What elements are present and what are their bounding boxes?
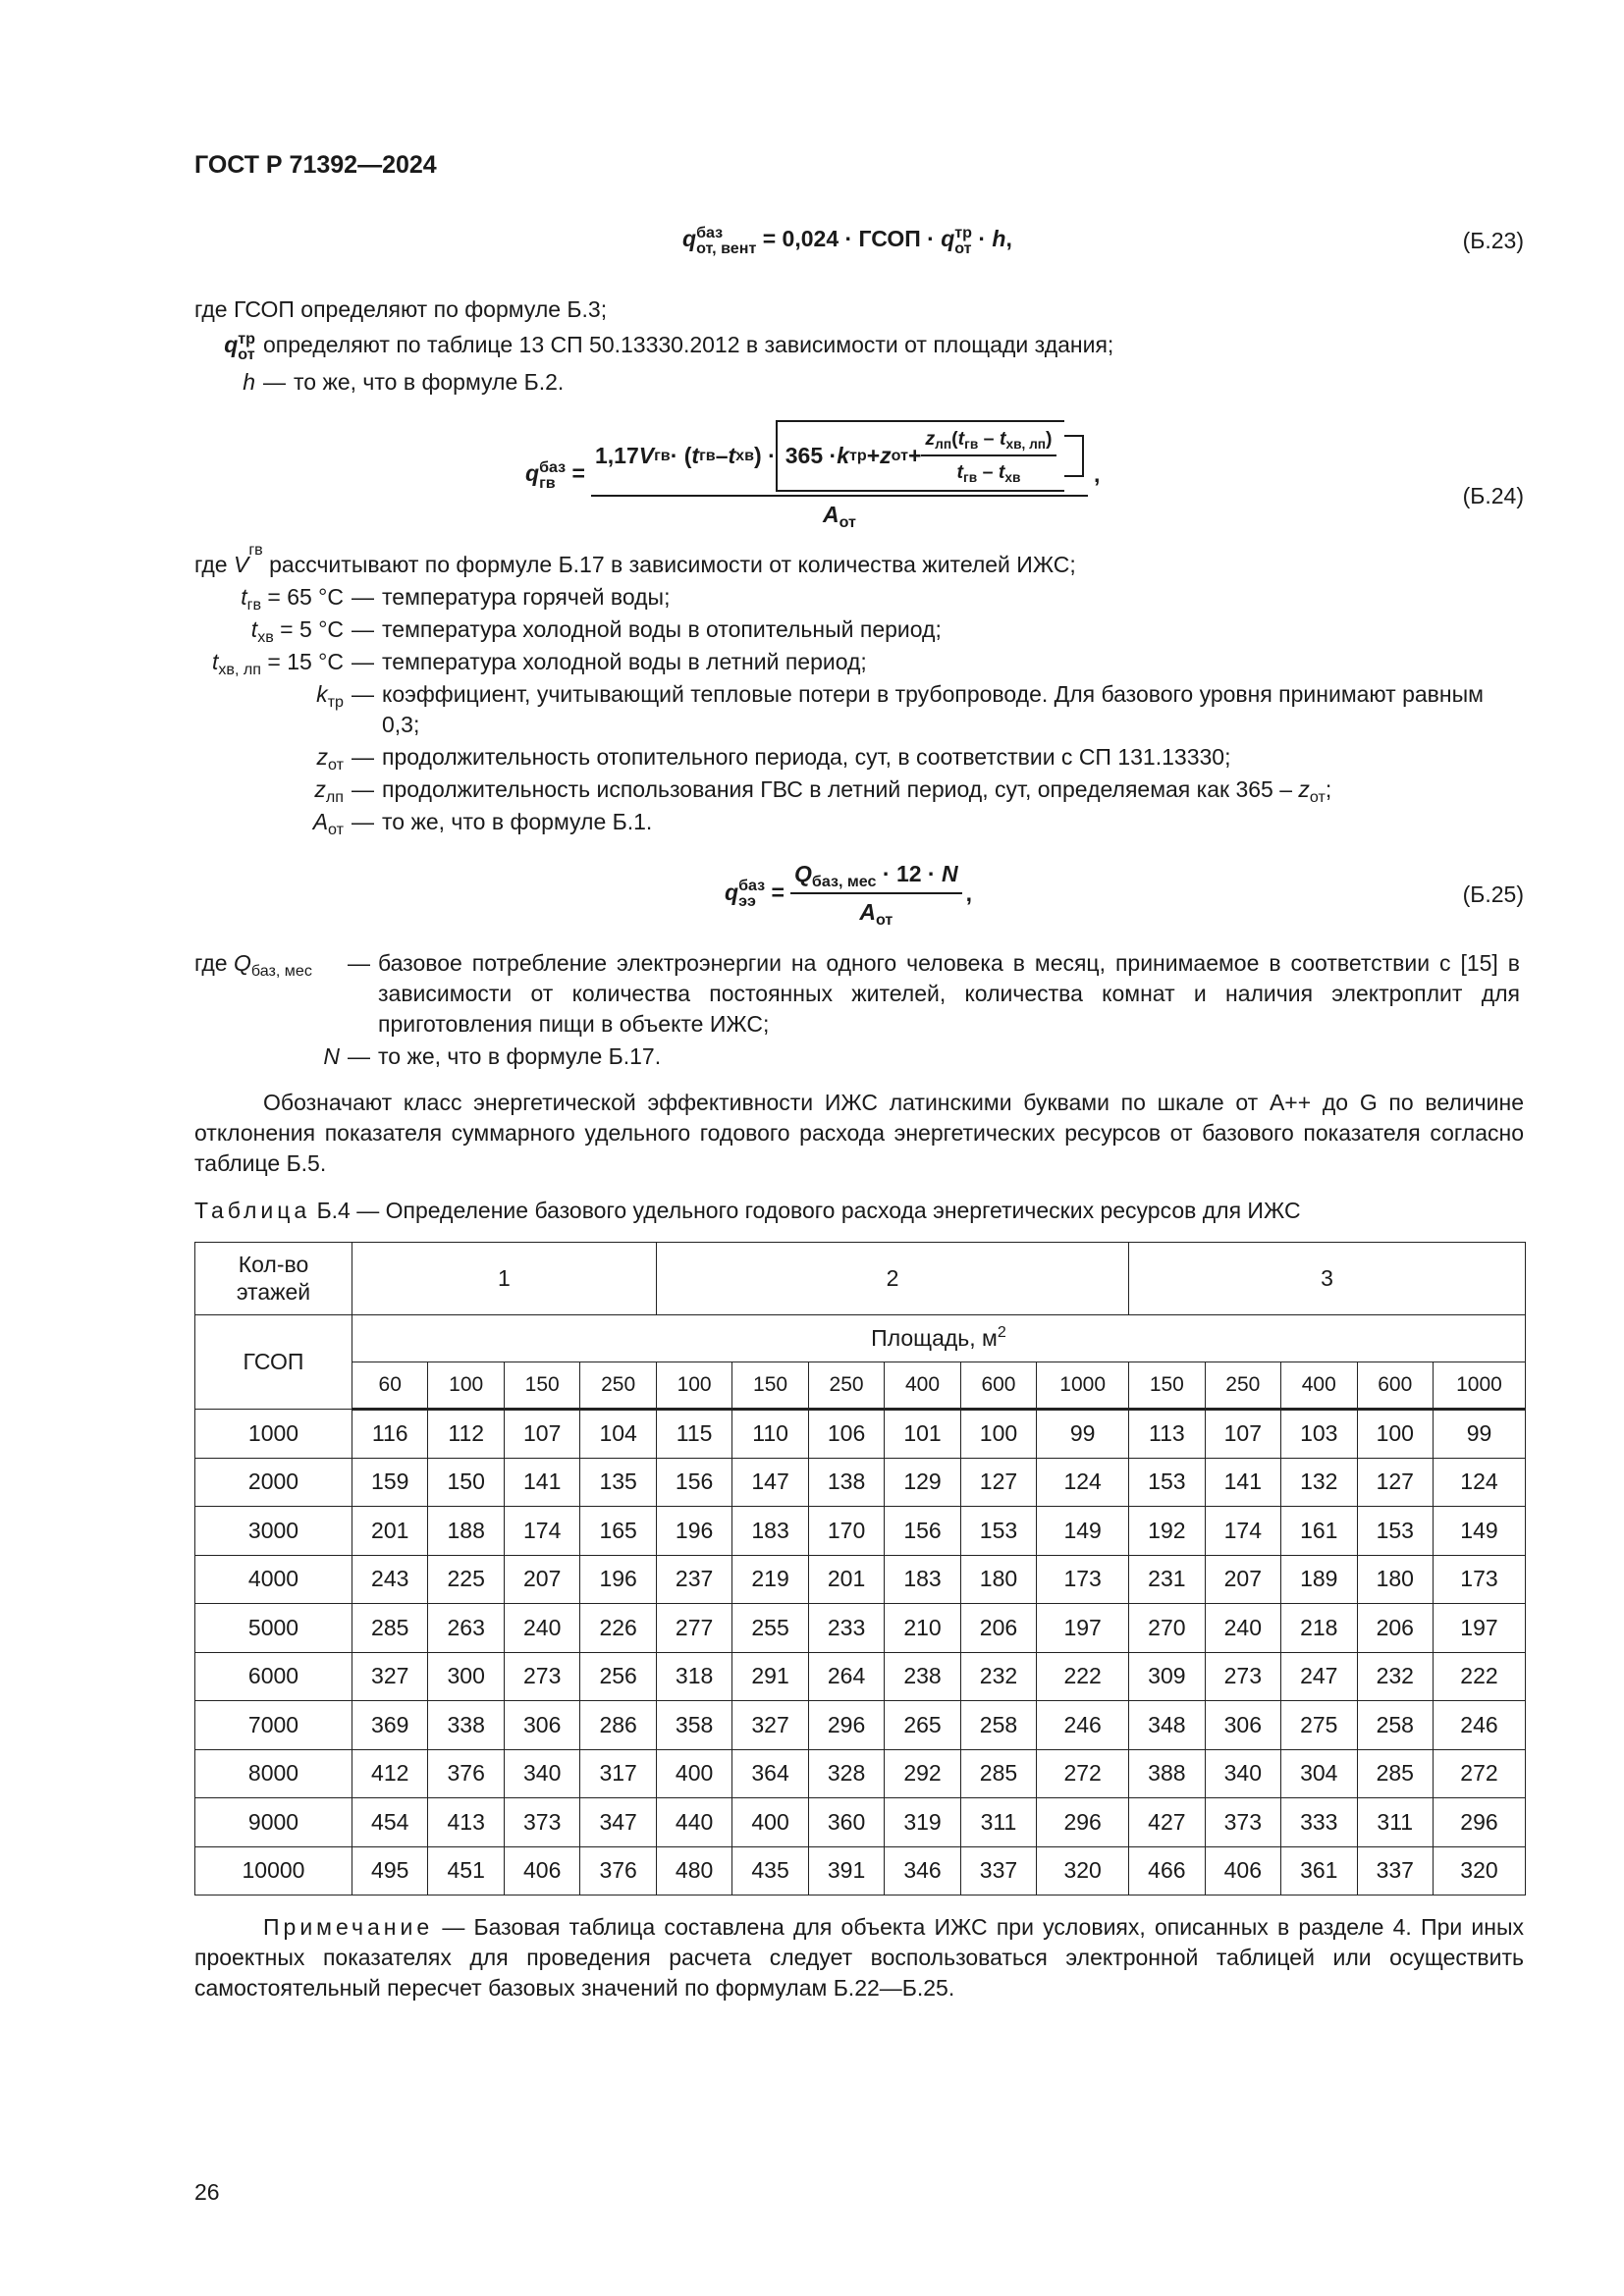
value-cell: 247 (1281, 1652, 1357, 1701)
gsop-cell: 1000 (195, 1410, 352, 1459)
value-cell: 127 (960, 1458, 1036, 1507)
value-cell: 174 (1205, 1507, 1280, 1556)
definition-row: N — то же, что в формуле Б.17. (323, 1043, 662, 1070)
value-cell: 246 (1037, 1701, 1129, 1750)
value-cell: 180 (960, 1555, 1036, 1604)
gsop-cell: 9000 (195, 1798, 352, 1847)
table-row (195, 1507, 1526, 1556)
value-cell: 285 (960, 1749, 1036, 1798)
value-cell: 113 (1129, 1410, 1205, 1459)
area-header-cell: 100 (656, 1362, 731, 1410)
value-cell: 232 (960, 1652, 1036, 1701)
value-cell: 300 (428, 1652, 504, 1701)
value-cell: 327 (352, 1652, 428, 1701)
equation-number-b25: (Б.25) (1462, 881, 1524, 907)
value-cell: 153 (1357, 1507, 1433, 1556)
value-cell: 188 (428, 1507, 504, 1556)
table-header-areas (195, 1362, 1526, 1410)
table-header-floors (195, 1243, 1526, 1315)
value-cell: 103 (1281, 1410, 1357, 1459)
area-header-cell: 150 (732, 1362, 808, 1410)
value-cell: 376 (428, 1749, 504, 1798)
table-row (195, 1555, 1526, 1604)
value-cell: 206 (960, 1604, 1036, 1653)
value-cell: 311 (960, 1798, 1036, 1847)
value-cell: 132 (1281, 1458, 1357, 1507)
value-cell: 124 (1433, 1458, 1525, 1507)
value-cell: 318 (656, 1652, 731, 1701)
value-cell: 161 (1281, 1507, 1357, 1556)
value-cell: 231 (1129, 1555, 1205, 1604)
value-cell: 400 (732, 1798, 808, 1847)
floor-header: 2 (656, 1243, 1128, 1315)
value-cell: 240 (1205, 1604, 1280, 1653)
value-cell: 348 (1129, 1701, 1205, 1750)
value-cell: 265 (885, 1701, 960, 1750)
value-cell: 454 (352, 1798, 428, 1847)
value-cell: 218 (1281, 1604, 1357, 1653)
value-cell: 201 (352, 1507, 428, 1556)
value-cell: 327 (732, 1701, 808, 1750)
value-cell: 100 (960, 1410, 1036, 1459)
value-cell: 183 (732, 1507, 808, 1556)
value-cell: 110 (732, 1410, 808, 1459)
value-cell: 364 (732, 1749, 808, 1798)
definition-row: где $Q_{баз, мес}$ — базовое потребление электроэнергии на одного человека в месяц, принимаемое в соответствии с [15] в зависимости от количества постоянных жителей, количества комнат и наличия электроплит для приготовления пищи в объекте ИЖС; (194, 950, 1520, 1038)
definition-row: $t_{гв} = 65$ °C — температура горячей воды; (241, 584, 671, 614)
value-cell: 156 (885, 1507, 960, 1556)
gsop-cell: 5000 (195, 1604, 352, 1653)
gsop-cell: 2000 (195, 1458, 352, 1507)
value-cell: 480 (656, 1846, 731, 1896)
value-cell: 369 (352, 1701, 428, 1750)
value-cell: 165 (580, 1507, 656, 1556)
value-cell: 201 (808, 1555, 884, 1604)
value-cell: 440 (656, 1798, 731, 1847)
table-row (195, 1749, 1526, 1798)
value-cell: 196 (656, 1507, 731, 1556)
value-cell: 466 (1129, 1846, 1205, 1896)
value-cell: 226 (580, 1604, 656, 1653)
formula-b23: q баз от, вент = 0,024 · ГСОП · q тр от · h, (682, 223, 1012, 257)
value-cell: 296 (808, 1701, 884, 1750)
value-cell: 291 (732, 1652, 808, 1701)
table-row (195, 1604, 1526, 1653)
value-cell: 246 (1433, 1701, 1525, 1750)
value-cell: 138 (808, 1458, 884, 1507)
value-cell: 451 (428, 1846, 504, 1896)
table-row (195, 1701, 1526, 1750)
value-cell: 347 (580, 1798, 656, 1847)
document-header: ГОСТ Р 71392—2024 (194, 151, 437, 179)
value-cell: 222 (1433, 1652, 1525, 1701)
value-cell: 328 (808, 1749, 884, 1798)
value-cell: 286 (580, 1701, 656, 1750)
value-cell: 317 (580, 1749, 656, 1798)
value-cell: 173 (1433, 1555, 1525, 1604)
value-cell: 376 (580, 1846, 656, 1896)
value-cell: 337 (960, 1846, 1036, 1896)
table-row (195, 1652, 1526, 1701)
value-cell: 427 (1129, 1798, 1205, 1847)
value-cell: 413 (428, 1798, 504, 1847)
value-cell: 243 (352, 1555, 428, 1604)
value-cell: 400 (656, 1749, 731, 1798)
table-row (195, 1846, 1526, 1896)
value-cell: 197 (1037, 1604, 1129, 1653)
equation-number-b23: (Б.23) (1462, 228, 1524, 253)
value-cell: 319 (885, 1798, 960, 1847)
table-row (195, 1410, 1526, 1459)
value-cell: 173 (1037, 1555, 1129, 1604)
value-cell: 237 (656, 1555, 731, 1604)
gsop-label: ГСОП (195, 1315, 352, 1410)
value-cell: 180 (1357, 1555, 1433, 1604)
value-cell: 115 (656, 1410, 731, 1459)
value-cell: 116 (352, 1410, 428, 1459)
value-cell: 124 (1037, 1458, 1129, 1507)
definition-row: $t_{хв} = 5$ °C — температура холодной воды в отопительный период; (250, 616, 942, 646)
value-cell: 238 (885, 1652, 960, 1701)
area-header-cell: 600 (960, 1362, 1036, 1410)
energy-table (194, 1242, 1526, 1896)
value-cell: 127 (1357, 1458, 1433, 1507)
value-cell: 159 (352, 1458, 428, 1507)
area-header-cell: 250 (580, 1362, 656, 1410)
value-cell: 340 (504, 1749, 579, 1798)
definition-row: $t_{хв, лп} = 15$ °C — температура холодной воды в летний период; (211, 649, 867, 678)
value-cell: 104 (580, 1410, 656, 1459)
value-cell: 153 (960, 1507, 1036, 1556)
page-number: 26 (194, 2179, 220, 2205)
value-cell: 210 (885, 1604, 960, 1653)
value-cell: 149 (1433, 1507, 1525, 1556)
area-header-cell: 400 (885, 1362, 960, 1410)
value-cell: 272 (1433, 1749, 1525, 1798)
value-cell: 360 (808, 1798, 884, 1847)
value-cell: 183 (885, 1555, 960, 1604)
value-cell: 306 (504, 1701, 579, 1750)
value-cell: 107 (504, 1410, 579, 1459)
value-cell: 101 (885, 1410, 960, 1459)
value-cell: 296 (1037, 1798, 1129, 1847)
value-cell: 388 (1129, 1749, 1205, 1798)
area-header-cell: 150 (1129, 1362, 1205, 1410)
value-cell: 99 (1037, 1410, 1129, 1459)
formula-b25: q баз ээ = $\frac{Q_{баз, мес} \cdot 12 \cdot N}{A_{от}}$ , (725, 861, 972, 929)
value-cell: 106 (808, 1410, 884, 1459)
definition-row: где ГСОП определяют по формуле Б.3; (194, 296, 608, 322)
gsop-cell: 6000 (195, 1652, 352, 1701)
table-caption: Таблица Б.4 — Определение базового удельного годового расхода энергетических ресурсов для ИЖС (194, 1198, 1301, 1223)
value-cell: 273 (504, 1652, 579, 1701)
table-note: Примечание — Базовая таблица составлена для объекта ИЖС при условиях, описанных в разделе 4. При иных проектных показателях для проведения расчета следует воспользоваться электронной таблицей или осуществить самостоятельный пересчет базовых значений по формулам Б.22—Б.25. (194, 1914, 1524, 2002)
value-cell: 207 (1205, 1555, 1280, 1604)
value-cell: 258 (960, 1701, 1036, 1750)
value-cell: 340 (1205, 1749, 1280, 1798)
value-cell: 150 (428, 1458, 504, 1507)
value-cell: 196 (580, 1555, 656, 1604)
value-cell: 435 (732, 1846, 808, 1896)
value-cell: 149 (1037, 1507, 1129, 1556)
gsop-cell: 7000 (195, 1701, 352, 1750)
value-cell: 174 (504, 1507, 579, 1556)
value-cell: 156 (656, 1458, 731, 1507)
value-cell: 222 (1037, 1652, 1129, 1701)
definition-row: q тр от определяют по таблице 13 СП 50.13330.2012 в зависимости от площади здания; (224, 329, 1114, 363)
value-cell: 141 (504, 1458, 579, 1507)
value-cell: 258 (1357, 1701, 1433, 1750)
value-cell: 406 (1205, 1846, 1280, 1896)
value-cell: 107 (1205, 1410, 1280, 1459)
floor-header: 3 (1129, 1243, 1526, 1315)
formula-b24: q баз гв = 1,17 V гв · ( t гв – t хв ) · 365 · k тр + z от + $\frac{z_{лп}(t_{гв} - t_{хв, лп})}{t_{гв} - t_{хв}}$ $A_{от}$ , (525, 420, 1100, 530)
value-cell: 112 (428, 1410, 504, 1459)
area-header-cell: 250 (808, 1362, 884, 1410)
value-cell: 207 (504, 1555, 579, 1604)
area-header-cell: 150 (504, 1362, 579, 1410)
value-cell: 129 (885, 1458, 960, 1507)
value-cell: 263 (428, 1604, 504, 1653)
value-cell: 338 (428, 1701, 504, 1750)
definition-row: $z_{лп}$ — продолжительность использования ГВС в летний период, сут, определяемая как $365 - z_{от}$; (314, 776, 1332, 807)
value-cell: 189 (1281, 1555, 1357, 1604)
value-cell: 275 (1281, 1701, 1357, 1750)
definitions-b24 (194, 541, 1520, 839)
value-cell: 277 (656, 1604, 731, 1653)
definition-row: h — то же, что в формуле Б.2. (243, 369, 565, 396)
value-cell: 264 (808, 1652, 884, 1701)
definition-row: $A_{от}$ — то же, что в формуле Б.1. (312, 809, 653, 839)
definitions-b23 (194, 294, 1520, 398)
area-header-cell: 60 (352, 1362, 428, 1410)
floor-header: 1 (352, 1243, 657, 1315)
value-cell: 233 (808, 1604, 884, 1653)
value-cell: 273 (1205, 1652, 1280, 1701)
value-cell: 373 (1205, 1798, 1280, 1847)
value-cell: 391 (808, 1846, 884, 1896)
equation-number-b24: (Б.24) (1462, 483, 1524, 508)
value-cell: 311 (1357, 1798, 1433, 1847)
body-paragraph: Обозначают класс энергетической эффективности ИЖС латинскими буквами по шкале от А++ до G по величине отклонения показателя суммарного удельного годового расхода энергетических ресурсов от базового показателя согласно таблице Б.5. (194, 1090, 1524, 1177)
area-header-cell: 100 (428, 1362, 504, 1410)
value-cell: 292 (885, 1749, 960, 1798)
value-cell: 225 (428, 1555, 504, 1604)
gsop-cell: 4000 (195, 1555, 352, 1604)
value-cell: 373 (504, 1798, 579, 1847)
value-cell: 361 (1281, 1846, 1357, 1896)
table-row (195, 1458, 1526, 1507)
value-cell: 219 (732, 1555, 808, 1604)
value-cell: 306 (1205, 1701, 1280, 1750)
value-cell: 170 (808, 1507, 884, 1556)
value-cell: 495 (352, 1846, 428, 1896)
value-cell: 255 (732, 1604, 808, 1653)
value-cell: 197 (1433, 1604, 1525, 1653)
gsop-cell: 8000 (195, 1749, 352, 1798)
value-cell: 192 (1129, 1507, 1205, 1556)
value-cell: 406 (504, 1846, 579, 1896)
value-cell: 304 (1281, 1749, 1357, 1798)
value-cell: 285 (1357, 1749, 1433, 1798)
area-label: Площадь, $м^2$ (352, 1315, 1526, 1362)
value-cell: 232 (1357, 1652, 1433, 1701)
value-cell: 412 (352, 1749, 428, 1798)
value-cell: 285 (352, 1604, 428, 1653)
area-header-cell: 600 (1357, 1362, 1433, 1410)
gsop-cell: 3000 (195, 1507, 352, 1556)
area-header-cell: 1000 (1433, 1362, 1525, 1410)
definition-row: $k_{тр}$ — коэффициент, учитывающий тепловые потери в трубопроводе. Для базового уровня принимают равным 0,3; (316, 681, 1484, 738)
value-cell: 309 (1129, 1652, 1205, 1701)
area-header-cell: 1000 (1037, 1362, 1129, 1410)
area-header-cell: 400 (1281, 1362, 1357, 1410)
value-cell: 141 (1205, 1458, 1280, 1507)
value-cell: 272 (1037, 1749, 1129, 1798)
value-cell: 320 (1433, 1846, 1525, 1896)
value-cell: 256 (580, 1652, 656, 1701)
value-cell: 358 (656, 1701, 731, 1750)
value-cell: 206 (1357, 1604, 1433, 1653)
value-cell: 135 (580, 1458, 656, 1507)
value-cell: 147 (732, 1458, 808, 1507)
value-cell: 337 (1357, 1846, 1433, 1896)
floors-label: Кол-во этажей (195, 1243, 352, 1315)
value-cell: 296 (1433, 1798, 1525, 1847)
value-cell: 153 (1129, 1458, 1205, 1507)
value-cell: 320 (1037, 1846, 1129, 1896)
area-header-cell: 250 (1205, 1362, 1280, 1410)
definition-row: $z_{от}$ — продолжительность отопительного периода, сут, в соответствии с СП 131.13330; (316, 744, 1231, 774)
definition-row: где V гв рассчитывают по формуле Б.17 в зависимости от количества жителей ИЖС; (194, 541, 1076, 577)
value-cell: 333 (1281, 1798, 1357, 1847)
value-cell: 99 (1433, 1410, 1525, 1459)
definitions-b25 (194, 948, 1520, 1072)
table-header-area (195, 1315, 1526, 1362)
value-cell: 100 (1357, 1410, 1433, 1459)
table-row (195, 1798, 1526, 1847)
value-cell: 240 (504, 1604, 579, 1653)
value-cell: 346 (885, 1846, 960, 1896)
value-cell: 270 (1129, 1604, 1205, 1653)
gsop-cell: 10000 (195, 1846, 352, 1896)
